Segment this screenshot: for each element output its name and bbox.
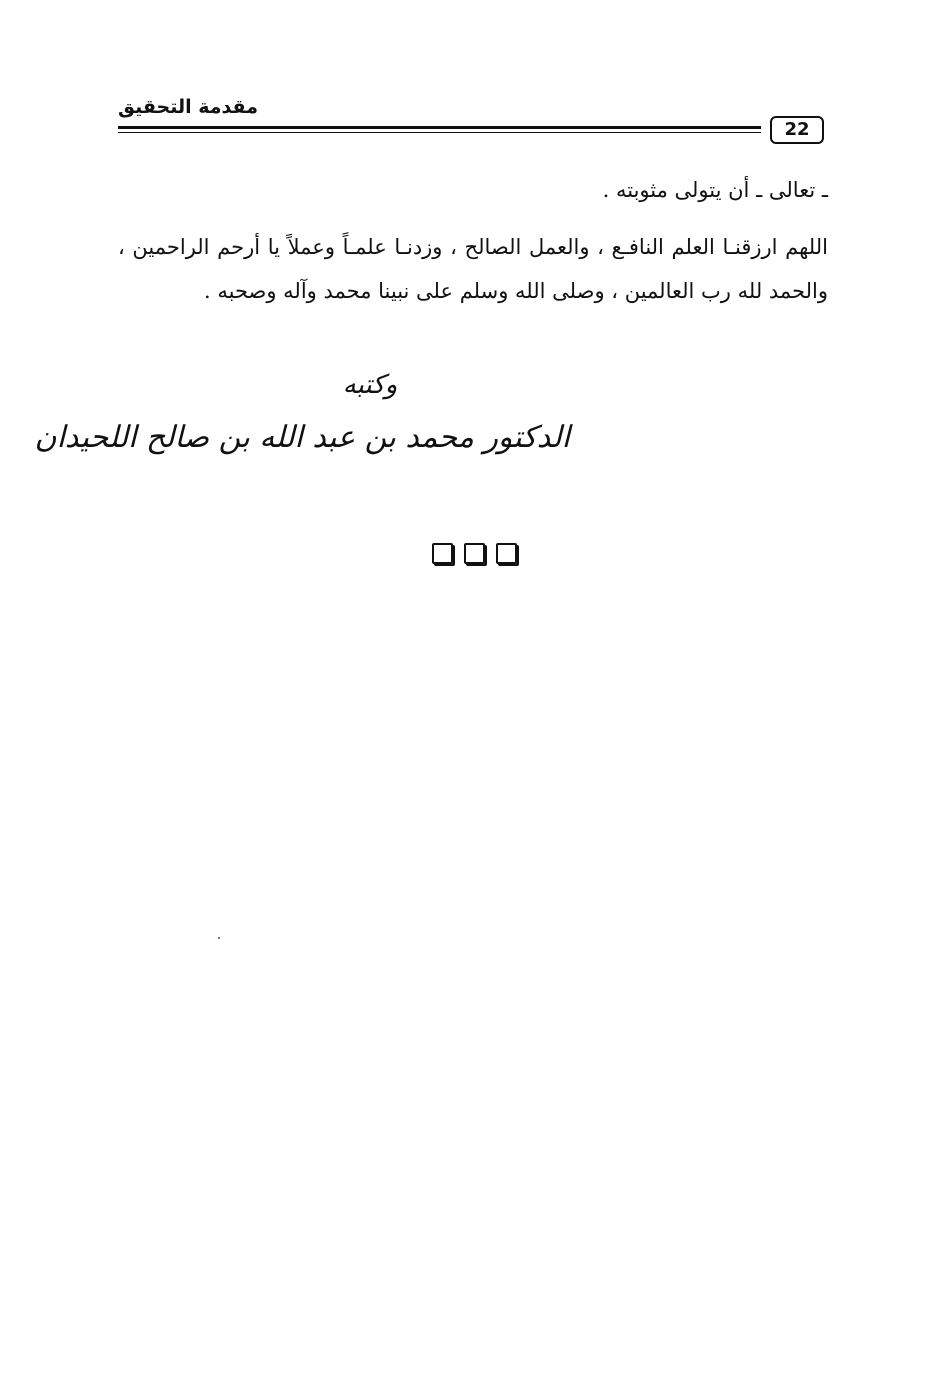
page-header (118, 92, 828, 152)
three-square-ornament-icon (424, 543, 524, 569)
ornament-square-icon (496, 543, 517, 564)
page-speck (218, 937, 220, 939)
running-title: مقدمة التحقيق (118, 96, 258, 118)
signature-wakatabahu: وكتبه (342, 370, 398, 400)
header-rule-thick (118, 126, 761, 129)
signature-author-name: الدكتور محمد بن عبد الله بن صالح اللحيدان (34, 420, 570, 455)
ornament-square-icon (432, 543, 453, 564)
body-paragraph-prayer: اللهم ارزقنـا العلم النافـع ، والعمل الصالح ، وزدنـا علمـاً وعملاً يا أرحم الراحمين ، والحمد لله رب العالمين ، وصلى الله وسلم على نبينا محمد وآله وصحبه . (118, 235, 828, 303)
page-number: 22 (770, 116, 824, 144)
body-line-continuation: ـ تعالى ـ أن يتولى مثوبته . (602, 178, 828, 202)
header-rule-thin (118, 132, 761, 133)
ornament-square-icon (464, 543, 485, 564)
